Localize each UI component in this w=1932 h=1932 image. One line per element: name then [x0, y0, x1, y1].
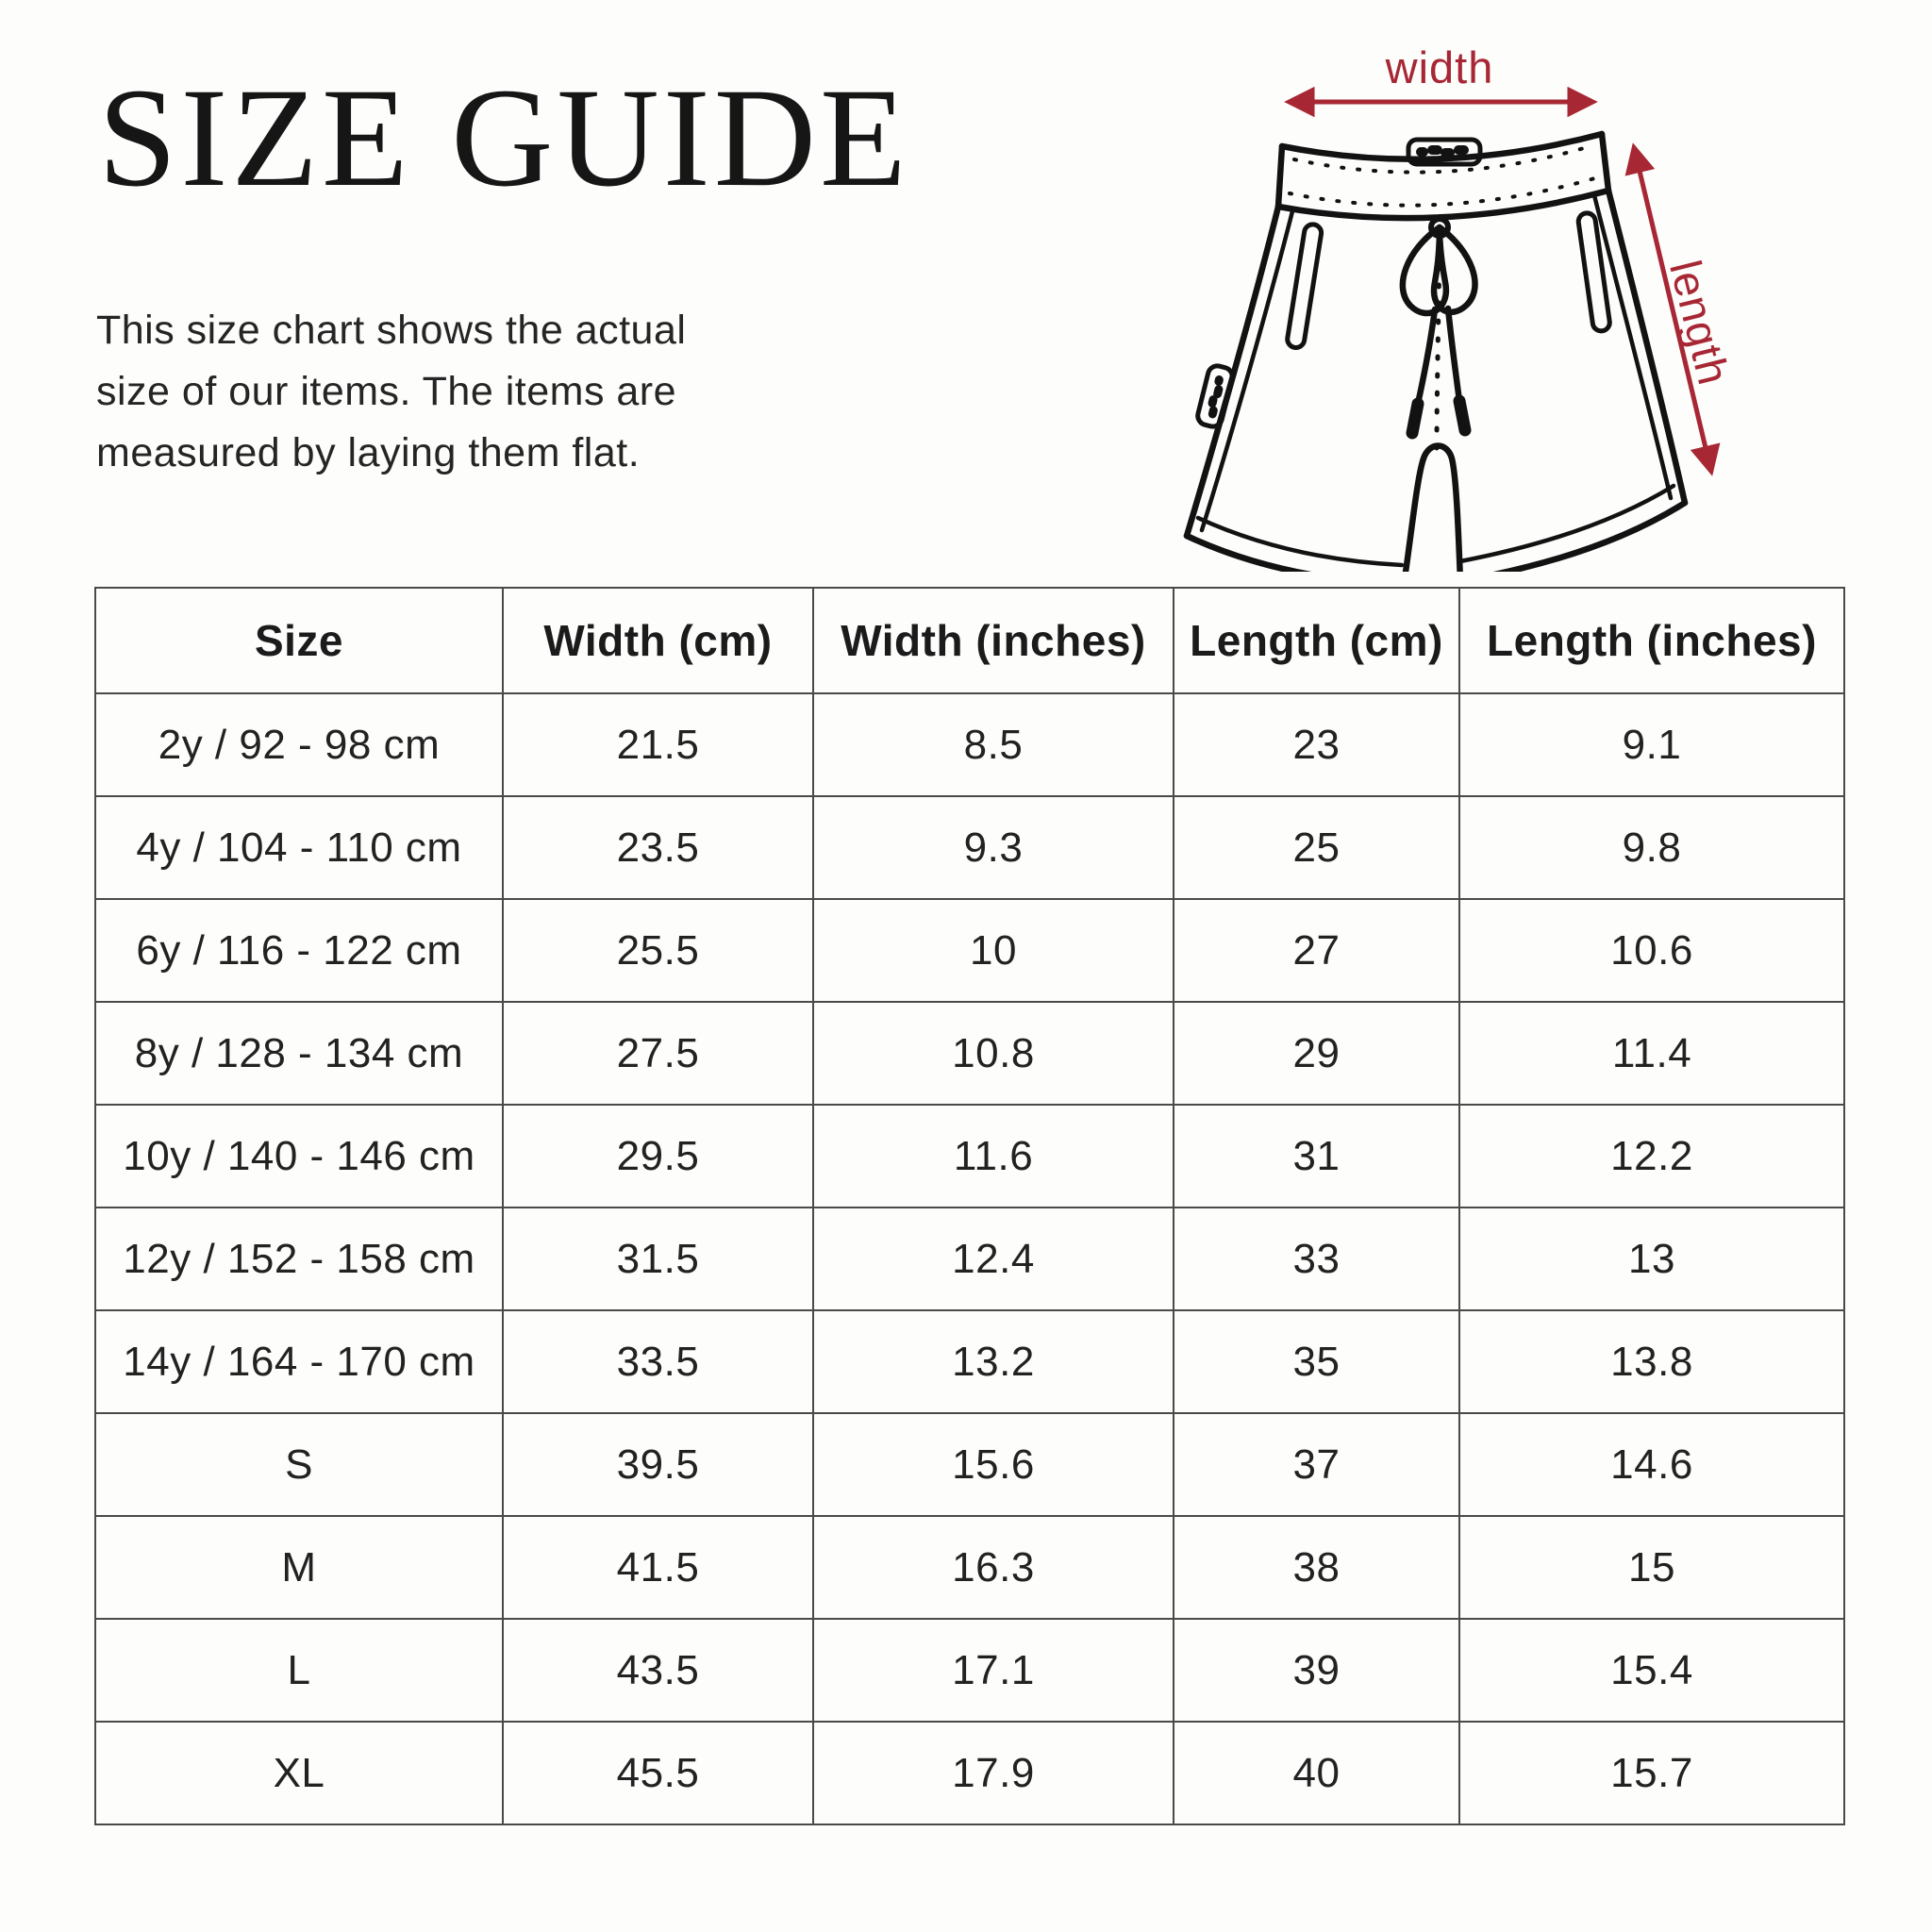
cell-width-inches: 17.1: [813, 1619, 1174, 1722]
cell-width-inches: 8.5: [813, 693, 1174, 796]
cell-width-inches: 10: [813, 899, 1174, 1002]
cell-width-cm: 39.5: [503, 1413, 813, 1516]
cell-length-inches: 14.6: [1459, 1413, 1844, 1516]
shorts-drawing: [1187, 134, 1685, 572]
cell-width-inches: 17.9: [813, 1722, 1174, 1824]
cell-size: 6y / 116 - 122 cm: [95, 899, 503, 1002]
col-header-length-cm: Length (cm): [1174, 588, 1459, 693]
cell-size: 12y / 152 - 158 cm: [95, 1208, 503, 1310]
header-row: [95, 588, 1844, 693]
cell-width-inches: 11.6: [813, 1105, 1174, 1208]
cell-width-cm: 41.5: [503, 1516, 813, 1619]
cell-size: 4y / 104 - 110 cm: [95, 796, 503, 899]
page-description: [96, 300, 686, 484]
col-header-length-inches: Length (inches): [1459, 588, 1844, 693]
cell-size: L: [95, 1619, 503, 1722]
length-arrow: [1634, 147, 1740, 472]
col-header-size: Size: [95, 588, 503, 693]
table-row: [95, 1722, 1844, 1824]
table-row: [95, 1208, 1844, 1310]
cell-size: XL: [95, 1722, 503, 1824]
cell-width-inches: 10.8: [813, 1002, 1174, 1105]
cell-length-cm: 31: [1174, 1105, 1459, 1208]
cell-length-inches: 9.1: [1459, 693, 1844, 796]
cell-width-inches: 13.2: [813, 1310, 1174, 1413]
table-row: [95, 796, 1844, 899]
description-line: measured by laying them flat.: [96, 430, 641, 475]
table-row: [95, 1105, 1844, 1208]
size-table-header: [95, 588, 1844, 693]
width-arrow: [1289, 42, 1593, 102]
cell-length-inches: 9.8: [1459, 796, 1844, 899]
cell-size: 8y / 128 - 134 cm: [95, 1002, 503, 1105]
description-line: size of our items. The items are: [96, 369, 677, 414]
size-table: [94, 587, 1845, 1825]
cell-length-cm: 40: [1174, 1722, 1459, 1824]
cell-length-cm: 35: [1174, 1310, 1459, 1413]
table-row: [95, 1310, 1844, 1413]
cell-length-inches: 15.4: [1459, 1619, 1844, 1722]
cell-width-inches: 9.3: [813, 796, 1174, 899]
size-table-body: [95, 693, 1844, 1824]
col-header-width-cm: Width (cm): [503, 588, 813, 693]
cell-size: S: [95, 1413, 503, 1516]
cell-length-inches: 11.4: [1459, 1002, 1844, 1105]
cell-length-inches: 15: [1459, 1516, 1844, 1619]
cell-length-inches: 12.2: [1459, 1105, 1844, 1208]
cell-length-inches: 10.6: [1459, 899, 1844, 1002]
cell-length-cm: 23: [1174, 693, 1459, 796]
cell-width-cm: 31.5: [503, 1208, 813, 1310]
cell-length-inches: 13.8: [1459, 1310, 1844, 1413]
cell-width-inches: 15.6: [813, 1413, 1174, 1516]
cell-length-cm: 27: [1174, 899, 1459, 1002]
cell-length-inches: 15.7: [1459, 1722, 1844, 1824]
cell-size: 14y / 164 - 170 cm: [95, 1310, 503, 1413]
cell-width-cm: 27.5: [503, 1002, 813, 1105]
description-line: This size chart shows the actual: [96, 308, 687, 353]
table-row: [95, 1619, 1844, 1722]
length-label: length: [1660, 255, 1740, 391]
width-label: width: [1385, 42, 1494, 92]
cell-width-cm: 23.5: [503, 796, 813, 899]
cell-size: M: [95, 1516, 503, 1619]
table-row: [95, 899, 1844, 1002]
cell-size: 2y / 92 - 98 cm: [95, 693, 503, 796]
shorts-illustration: [1157, 26, 1787, 572]
page-title: SIZE GUIDE: [98, 59, 910, 216]
cell-width-inches: 16.3: [813, 1516, 1174, 1619]
col-header-width-inches: Width (inches): [813, 588, 1174, 693]
table-row: [95, 1413, 1844, 1516]
cell-length-cm: 29: [1174, 1002, 1459, 1105]
cell-length-cm: 38: [1174, 1516, 1459, 1619]
cell-length-cm: 25: [1174, 796, 1459, 899]
cell-width-cm: 25.5: [503, 899, 813, 1002]
table-row: [95, 1002, 1844, 1105]
cell-width-cm: 33.5: [503, 1310, 813, 1413]
cell-length-cm: 37: [1174, 1413, 1459, 1516]
cell-length-inches: 13: [1459, 1208, 1844, 1310]
cell-width-cm: 43.5: [503, 1619, 813, 1722]
cell-width-cm: 45.5: [503, 1722, 813, 1824]
cell-width-cm: 29.5: [503, 1105, 813, 1208]
cell-length-cm: 33: [1174, 1208, 1459, 1310]
table-row: [95, 1516, 1844, 1619]
cell-width-cm: 21.5: [503, 693, 813, 796]
cell-width-inches: 12.4: [813, 1208, 1174, 1310]
cell-length-cm: 39: [1174, 1619, 1459, 1722]
table-row: [95, 693, 1844, 796]
cell-size: 10y / 140 - 146 cm: [95, 1105, 503, 1208]
